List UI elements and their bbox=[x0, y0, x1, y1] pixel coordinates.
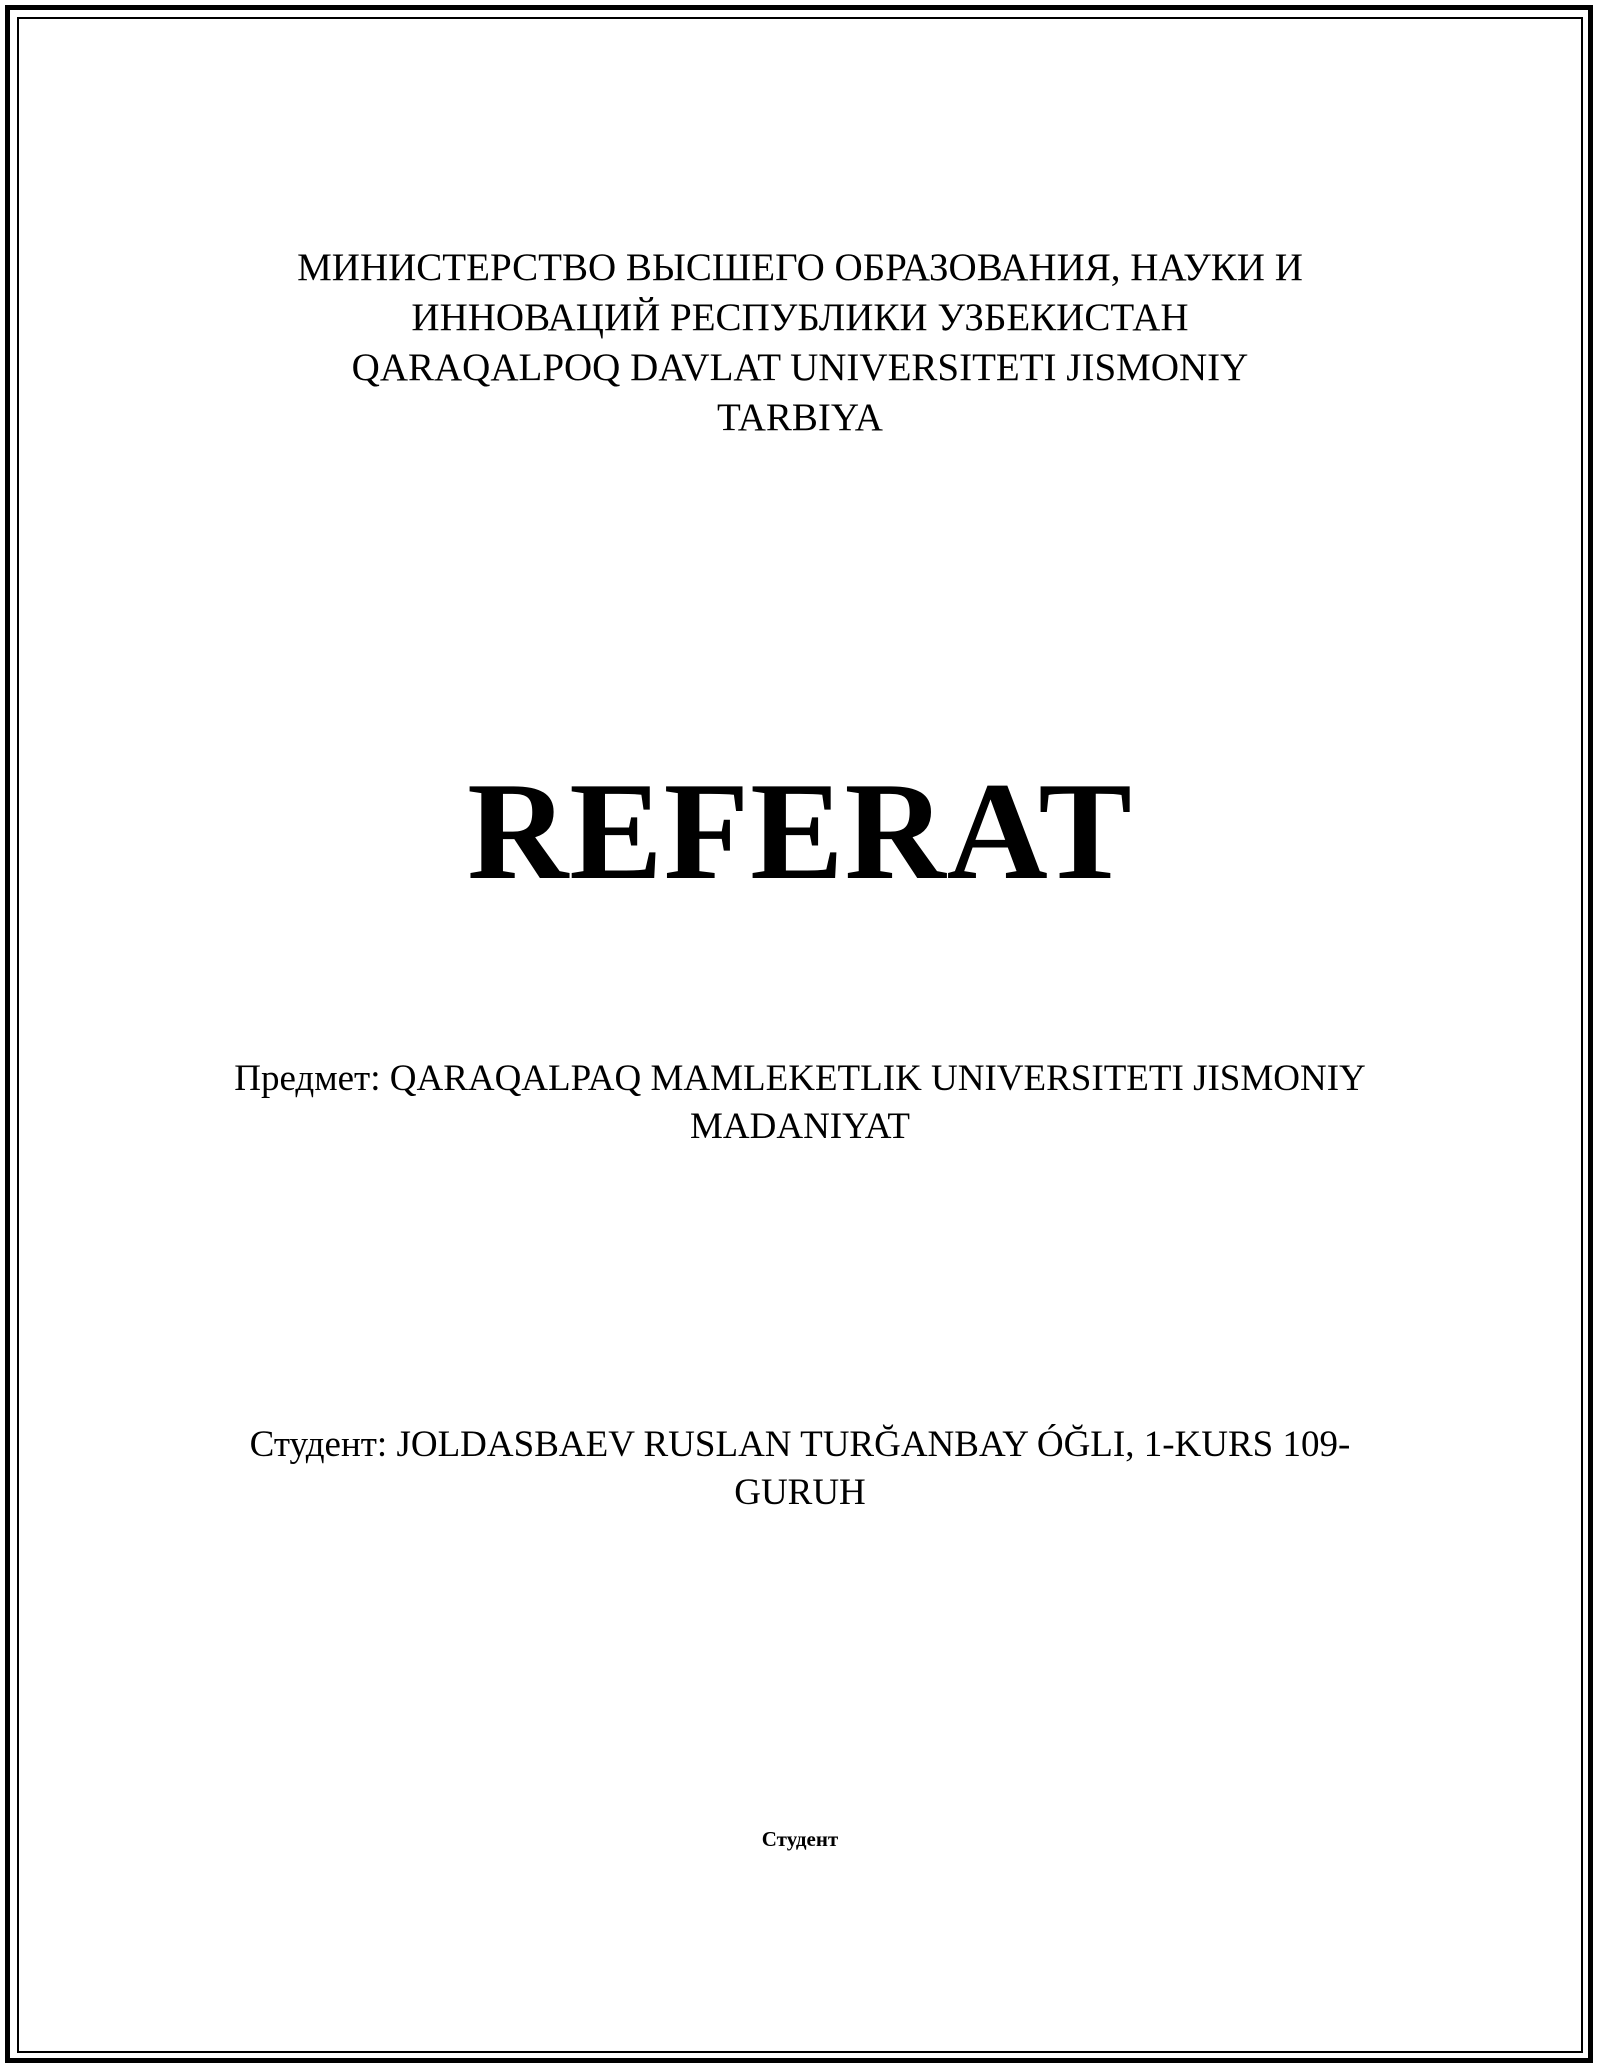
header-line-4: TARBIYA bbox=[717, 396, 883, 439]
subject-block bbox=[0, 1055, 1600, 1151]
student-block bbox=[0, 1421, 1600, 1517]
header-line-1: МИНИСТЕРСТВО ВЫСШЕГО ОБРАЗОВАНИЯ, НАУКИ И bbox=[297, 246, 1303, 289]
subject-line-2: MADANIYAT bbox=[690, 1106, 910, 1147]
student-line-2: GURUH bbox=[734, 1472, 866, 1513]
document-title: REFERAT bbox=[467, 754, 1133, 909]
subject-line-1: Предмет: QARAQALPAQ MAMLEKETLIK UNIVERSITETI JISMONIY bbox=[234, 1058, 1366, 1099]
footer-student-label: Студент bbox=[761, 1827, 839, 1851]
ministry-header bbox=[0, 243, 1600, 443]
header-line-3: QARAQALPOQ DAVLAT UNIVERSITETI JISMONIY bbox=[351, 346, 1249, 389]
header-line-2: ИННОВАЦИЙ РЕСПУБЛИКИ УЗБЕКИСТАН bbox=[411, 296, 1189, 339]
student-line-1: Студент: JOLDASBAEV RUSLAN TURĞANBAY ÓĞLI, 1-KURS 109- bbox=[249, 1424, 1351, 1465]
